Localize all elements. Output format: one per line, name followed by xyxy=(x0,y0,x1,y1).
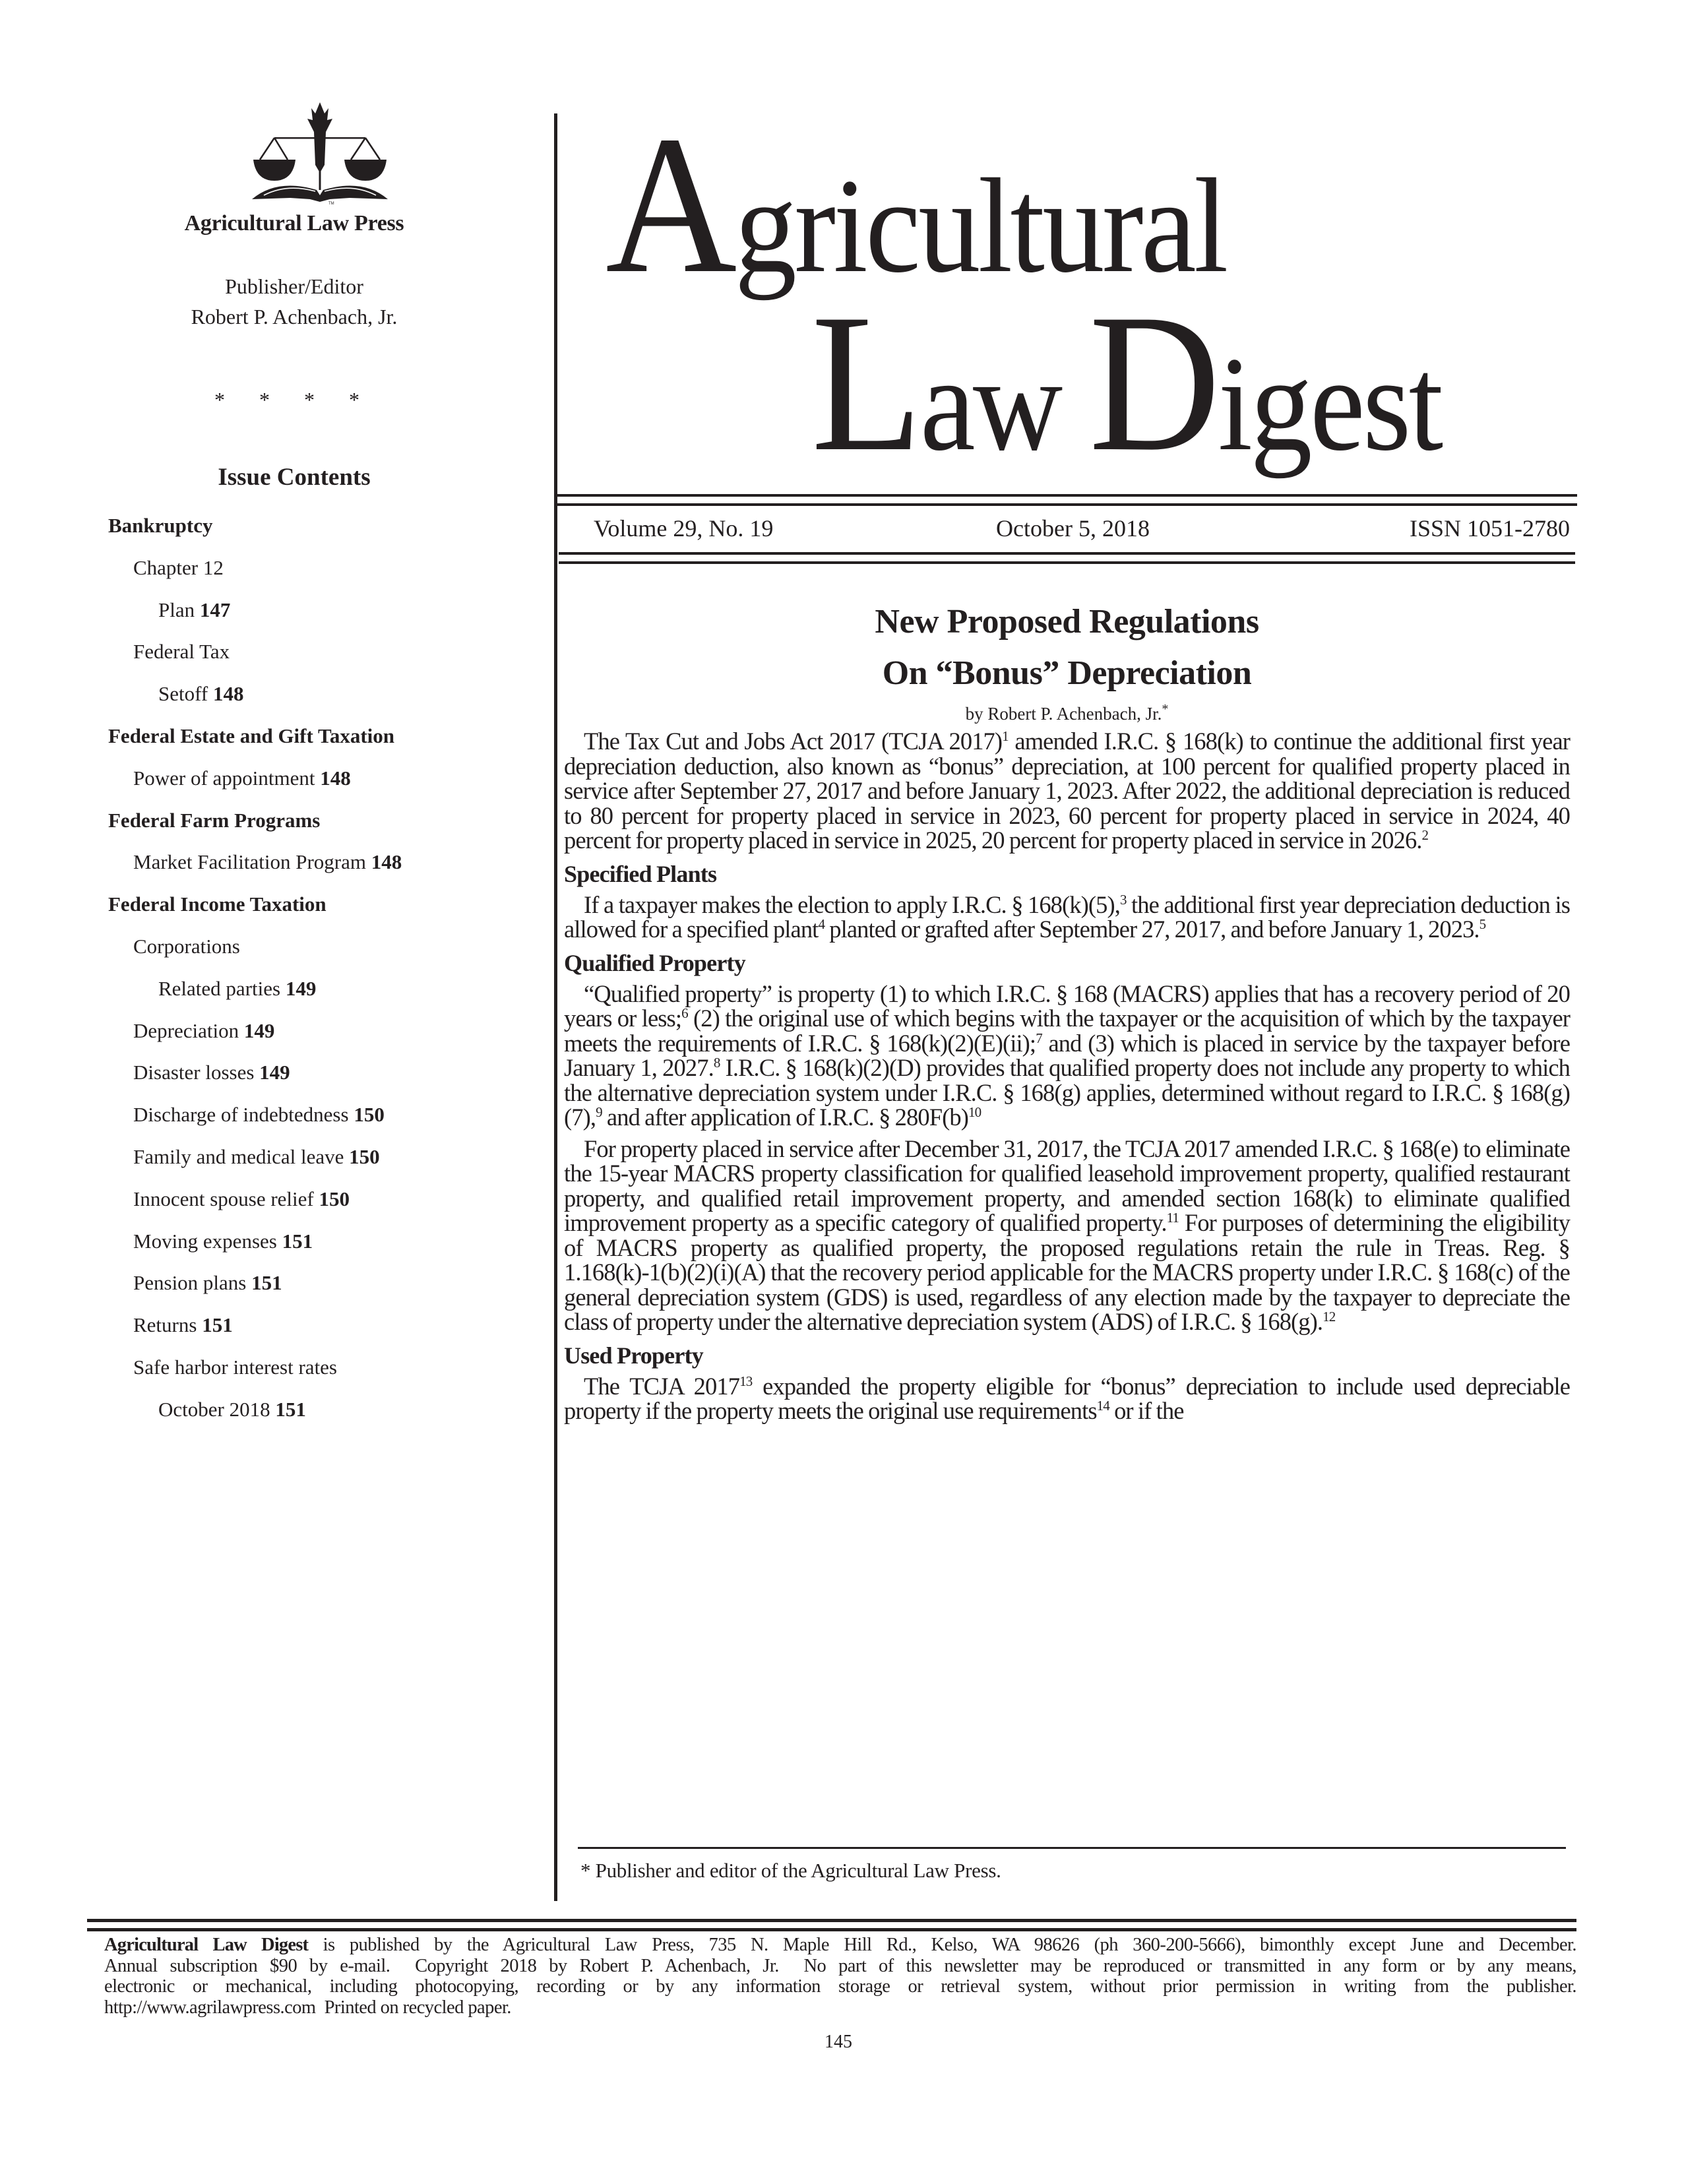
contents-item xyxy=(108,968,504,1010)
page-number: 145 xyxy=(825,2032,852,2052)
contents-page-number: 149 xyxy=(285,976,317,1000)
paragraph-text: For property placed in service after December 31, 2017, the TCJA 2017 amended I.R.C. § 168(e) to eliminate the 15-year MACRS property classification for qualified leasehold improvement property, qualified restaurant property, and qualified retail improvement property, and amended section 168(k) to eliminate qualified improvement property as a specific category of qualified property. xyxy=(564,1135,1570,1236)
contents-item xyxy=(108,1051,504,1094)
footnote-reference: 10 xyxy=(968,1104,981,1120)
footnote-reference: 1 xyxy=(1002,728,1009,744)
paragraph-text: “Qualified property” is property (1) to which I.R.C. § 168 (MACRS) applies that has a recovery period of 20 years or less; xyxy=(564,980,1570,1032)
footnote-reference: 9 xyxy=(596,1104,602,1120)
footer-rule-1 xyxy=(87,1919,1576,1922)
contents-item xyxy=(108,925,504,968)
colophon-title: Agricultural Law Digest xyxy=(104,1935,309,1955)
contents-item xyxy=(108,1220,504,1263)
byline-footnote-mark: * xyxy=(1162,702,1169,716)
paragraph-text: The Tax Cut and Jobs Act 2017 (TCJA 2017) xyxy=(584,728,1003,755)
footnote-reference: 12 xyxy=(1323,1308,1336,1325)
colophon-text: electronic or mechanical, including photocopying, recording or by any information storage or retrieval system, without prior permission in writing from the publisher. xyxy=(104,1976,1576,1997)
contents-category xyxy=(108,799,504,842)
contents-page-number: 149 xyxy=(243,1018,275,1042)
paragraph-text: expanded the property eligible for “bonus” depreciation to include used depreciable property if the property meets the original use requirements xyxy=(564,1372,1571,1424)
contents-page-number: 151 xyxy=(251,1271,282,1295)
contents-label: Moving expenses xyxy=(133,1229,277,1253)
contents-item xyxy=(108,757,504,799)
issue-contents-list xyxy=(108,505,504,1431)
footnote-reference: 4 xyxy=(818,916,825,932)
masthead-word-agricultural: gricultural xyxy=(734,151,1226,301)
contents-label: Innocent spouse relief xyxy=(133,1187,314,1210)
publisher-role: Publisher/Editor xyxy=(225,274,363,298)
paragraph-text: or if the xyxy=(1109,1397,1184,1424)
contents-item xyxy=(108,1388,504,1431)
footer-rule-2 xyxy=(87,1928,1576,1931)
issue-volume: Volume 29, No. 19 xyxy=(594,515,774,542)
footnote-reference: 3 xyxy=(1119,891,1127,908)
contents-item xyxy=(108,631,504,673)
contents-item xyxy=(108,589,504,631)
footnote-reference: 6 xyxy=(681,1005,688,1021)
contents-label: Corporations xyxy=(133,934,240,958)
article-title-line1: New Proposed Regulations xyxy=(875,603,1259,640)
contents-label: Federal Income Taxation xyxy=(108,892,327,916)
paragraph-text: If a taxpayer makes the election to apply I.R.C. § 168(k)(5), xyxy=(584,890,1120,918)
paragraph-text: and after application of I.R.C. § 280F(b) xyxy=(602,1104,968,1131)
article-paragraph xyxy=(564,982,1570,1130)
contents-label: Related parties xyxy=(158,976,281,1000)
press-name: Agricultural Law Press xyxy=(184,211,404,235)
contents-page-number: 147 xyxy=(199,598,231,621)
masthead-word-law: aw xyxy=(919,329,1089,479)
contents-category xyxy=(108,505,504,547)
contents-item xyxy=(108,1094,504,1136)
paragraph-text: (2) the original use of which begins with the taxpayer or the acquisition of which by the taxpayer meets the requirements of I.R.C. § 168(k)(2)(E)(ii); xyxy=(564,1005,1570,1057)
contents-page-number: 148 xyxy=(371,850,402,874)
footnote-reference: 7 xyxy=(1036,1030,1042,1046)
contents-page-number: 150 xyxy=(319,1187,350,1210)
footnote-reference: 5 xyxy=(1479,916,1486,932)
masthead-initial-d: D xyxy=(1088,273,1218,492)
paragraph-text: planted or grafted after September 27, 2017, and before January 1, 2023. xyxy=(825,916,1480,943)
section-heading: Specified Plants xyxy=(564,860,717,887)
contents-label: Discharge of indebtedness xyxy=(133,1103,349,1127)
paragraph-text: For purposes of determining the eligibility of MACRS property as qualified property, the proposed regulations retain the rule in Treas. Reg. § 1.168(k)-1(b)(2)(i)(A) that the recovery period applicable for the MACRS property under I.R.C. § 168(c) of the general depreciation system (GDS) is used, regardless of any election made by the taxpayer to depreciate the class of property under the alternative depreciation system (ADS) of I.R.C. § 168(g). xyxy=(564,1209,1571,1335)
contents-label: October 2018 xyxy=(158,1397,270,1421)
contents-label: Federal Estate and Gift Taxation xyxy=(108,724,395,747)
contents-label: Federal Farm Programs xyxy=(108,808,321,832)
svg-text:TM: TM xyxy=(328,202,334,204)
contents-page-number: 151 xyxy=(282,1229,313,1253)
article-paragraph xyxy=(564,892,1570,942)
colophon-line xyxy=(104,1976,1576,1997)
footnote-reference: 14 xyxy=(1096,1397,1109,1414)
contents-label: Pension plans xyxy=(133,1271,247,1295)
article-title-line2: On “Bonus” Depreciation xyxy=(882,654,1252,692)
article-paragraph xyxy=(564,1137,1570,1334)
issue-issn: ISSN 1051-2780 xyxy=(1409,515,1570,542)
article xyxy=(564,594,1570,1423)
footnote-text: * Publisher and editor of the Agricultural Law Press. xyxy=(580,1859,1001,1882)
contents-page-number: 148 xyxy=(212,682,244,706)
contents-category xyxy=(108,715,504,757)
colophon-text: Annual subscription $90 by e-mail. Copyright 2018 by Robert P. Achenbach, Jr. No part of this newsletter may be reproduced or transmitted in any form or by any means, xyxy=(104,1955,1576,1976)
contents-label: Depreciation xyxy=(133,1018,239,1042)
contents-item xyxy=(108,673,504,715)
column-divider xyxy=(554,113,557,1901)
article-body xyxy=(564,729,1570,1423)
masthead-initial-a: A xyxy=(606,95,735,314)
paragraph-text: the additional first year depreciation deduction is allowed for a specified plant xyxy=(564,890,1570,943)
issue-date: October 5, 2018 xyxy=(996,515,1150,542)
masthead-initial-l: L xyxy=(811,273,920,492)
contents-label: Returns xyxy=(133,1313,197,1337)
contents-page-number: 149 xyxy=(259,1061,290,1084)
section-heading: Used Property xyxy=(564,1342,703,1369)
contents-label: Chapter 12 xyxy=(133,555,224,579)
contents-item xyxy=(108,1178,504,1220)
contents-label: Market Facilitation Program xyxy=(133,850,366,874)
contents-category xyxy=(108,883,504,925)
contents-label: Setoff xyxy=(158,682,208,706)
masthead-rule-top-1 xyxy=(557,494,1577,497)
contents-item xyxy=(108,547,504,589)
contents-page-number: 150 xyxy=(349,1144,380,1168)
contents-page-number: 151 xyxy=(275,1397,306,1421)
masthead-rule-bottom-2 xyxy=(559,561,1575,564)
article-paragraph xyxy=(564,729,1570,853)
contents-item xyxy=(108,1304,504,1346)
section-heading: Qualified Property xyxy=(564,949,745,976)
colophon-line xyxy=(104,1997,1576,2018)
footnote-reference: 2 xyxy=(1421,827,1429,843)
paragraph-text: amended I.R.C. § 168(k) to continue the additional first year depreciation deduction, also known as “bonus” depreciation, at 100 percent for qualified property placed in service after September 27, 2017 and before January 1, 2023. After 2022, the additional depreciation is reduced to 80 percent for property placed in service in 2023, 60 percent for property placed in service in 2024, 40 percent for property placed in service in 2025, 20 percent for property placed in service in 2026. xyxy=(564,728,1571,854)
colophon-line xyxy=(104,1935,1576,1956)
issue-info-bar xyxy=(574,505,1570,551)
contents-page-number: 148 xyxy=(320,766,351,790)
contents-label: Safe harbor interest rates xyxy=(133,1355,338,1379)
masthead-title-line2 xyxy=(811,273,1441,492)
footnote-reference: 11 xyxy=(1166,1209,1179,1226)
footnote-rule xyxy=(578,1847,1566,1849)
contents-item xyxy=(108,841,504,883)
contents-label: Family and medical leave xyxy=(133,1144,344,1168)
contents-label: Disaster losses xyxy=(133,1061,255,1084)
contents-page-number: 150 xyxy=(354,1103,385,1127)
masthead-word-digest: igest xyxy=(1218,329,1441,479)
contents-label: Federal Tax xyxy=(133,640,230,664)
byline-text: by Robert P. Achenbach, Jr. xyxy=(965,704,1162,724)
article-byline xyxy=(564,698,1570,725)
masthead-rule-bottom-1 xyxy=(559,552,1575,555)
paragraph-text: and (3) which is placed in service by the taxpayer before January 1, 2027. xyxy=(564,1029,1570,1081)
colophon-line xyxy=(104,1956,1576,1977)
paragraph-text: I.R.C. § 168(k)(2)(D) provides that qualified property does not include any property to which the alternative depreciation system under I.R.C. § 168(g) applies, determined without regard to I.R.C. § 168(g)(7), xyxy=(564,1054,1570,1131)
contents-item xyxy=(108,1262,504,1304)
footnote-reference: 13 xyxy=(739,1373,753,1389)
contents-item xyxy=(108,1346,504,1388)
contents-item xyxy=(108,1010,504,1052)
section-separator: * * * * xyxy=(214,388,374,412)
colophon-text[interactable]: http://www.agrilawpress.com Printed on recycled paper. xyxy=(104,1997,511,2018)
issue-contents-title: Issue Contents xyxy=(218,464,371,491)
publisher-name: Robert P. Achenbach, Jr. xyxy=(191,305,398,328)
scales-of-justice-logo-icon xyxy=(251,99,389,204)
contents-label: Power of appointment xyxy=(133,766,315,790)
article-paragraph xyxy=(564,1374,1570,1423)
footnote-reference: 8 xyxy=(713,1054,720,1071)
colophon-text: is published by the Agricultural Law Press, 735 N. Maple Hill Rd., Kelso, WA 98626 (ph 360-200-5666), bimonthly except June and December. xyxy=(308,1935,1576,1955)
colophon xyxy=(104,1935,1576,2018)
contents-label: Bankruptcy xyxy=(108,514,213,537)
contents-page-number: 151 xyxy=(202,1313,233,1337)
contents-label: Plan xyxy=(158,598,195,621)
paragraph-text: The TCJA 2017 xyxy=(584,1372,740,1400)
contents-item xyxy=(108,1136,504,1178)
